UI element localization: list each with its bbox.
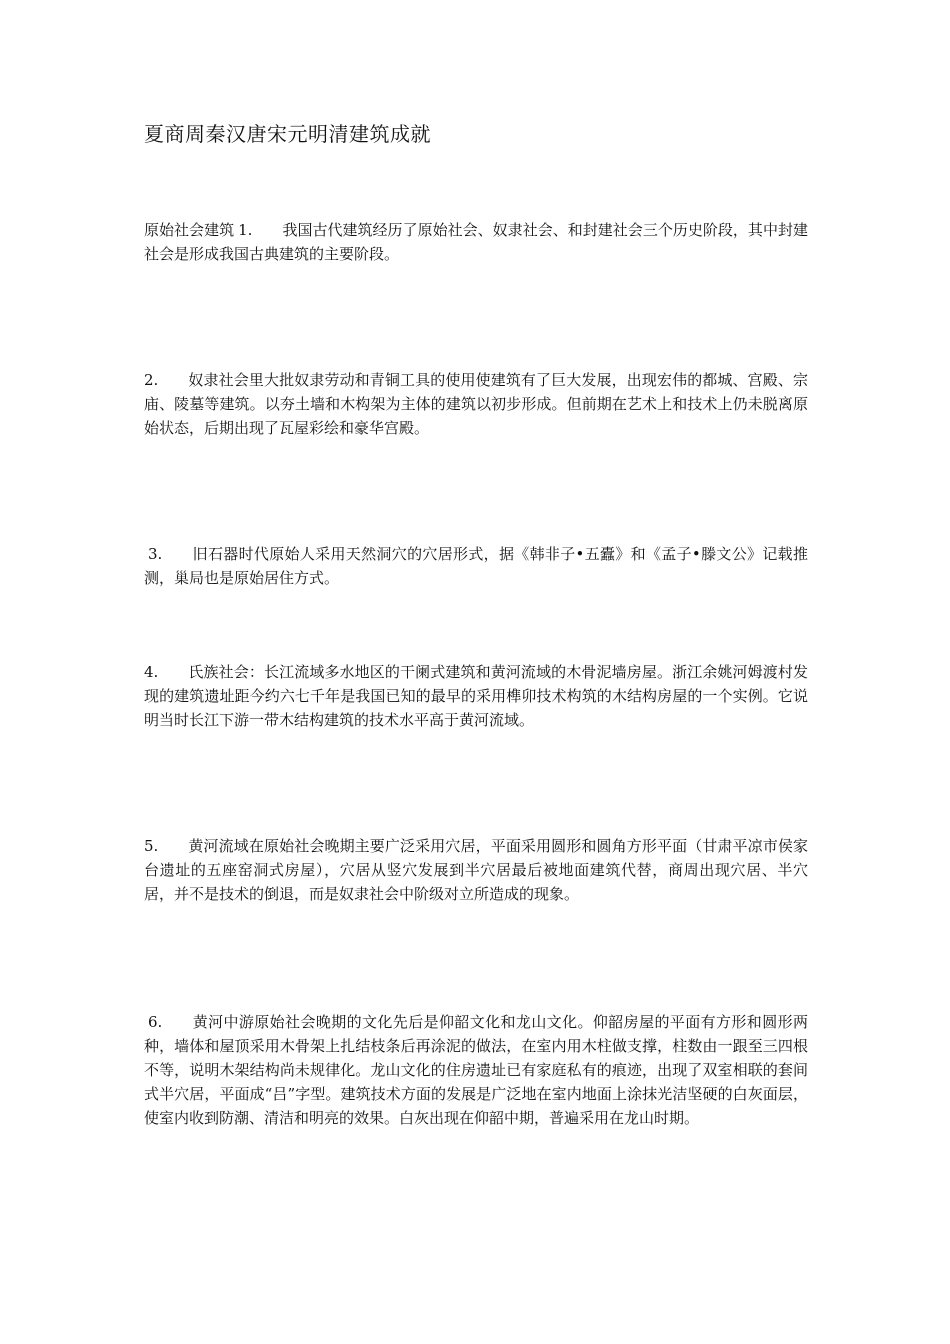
paragraph-number: 5. [144,837,159,855]
paragraph-text: 黄河流域在原始社会晚期主要广泛采用穴居，平面采用圆形和圆角方形平面（甘肃平凉市侯家台遗址的五座窑洞式房屋），穴居从竖穴发展到半穴居最后被地面建筑代替，商周出现穴居、半穴居，并不是技术的倒退，而是奴隶社会中阶级对立所造成的现象。 [144,837,808,903]
paragraph-3 [144,542,808,590]
paragraph-6 [144,1010,808,1130]
paragraph-number: 3. [148,545,163,563]
paragraph-number: 6. [148,1013,163,1031]
paragraph-number: 1. [238,221,253,239]
page-title: 夏商周秦汉唐宋元明清建筑成就 [144,122,431,146]
paragraph-text: 氏族社会：长江流域多水地区的干阑式建筑和黄河流域的木骨泥墙房屋。浙江余姚河姆渡村发现的建筑遗址距今约六七千年是我国已知的最早的采用榫卯技术构筑的木结构房屋的一个实例。它说明当时长江下游一带木结构建筑的技术水平高于黄河流域。 [144,663,808,729]
section-lead: 原始社会建筑 [144,221,235,239]
paragraph-text: 我国古代建筑经历了原始社会、奴隶社会、和封建社会三个历史阶段，其中封建社会是形成我国古典建筑的主要阶段。 [144,221,808,263]
paragraph-2 [144,368,808,440]
paragraph-5 [144,834,808,906]
paragraph-text: 旧石器时代原始人采用天然洞穴的穴居形式，据《韩非子•五蠹》和《孟子•滕文公》记载推测，巢局也是原始居住方式。 [144,545,808,587]
paragraph-4 [144,660,808,732]
paragraph-number: 4. [144,663,159,681]
paragraph-number: 2. [144,371,159,389]
paragraph-text: 黄河中游原始社会晚期的文化先后是仰韶文化和龙山文化。仰韶房屋的平面有方形和圆形两种，墙体和屋顶采用木骨架上扎结枝条后再涂泥的做法，在室内用木柱做支撑，柱数由一跟至三四根不等，说明木架结构尚未规律化。龙山文化的住房遗址已有家庭私有的痕迹，出现了双室相联的套间式半穴居，平面成“吕”字型。建筑技术方面的发展是广泛地在室内地面上涂抹光洁坚硬的白灰面层，使室内收到防潮、清洁和明亮的效果。白灰出现在仰韶中期，普遍采用在龙山时期。 [144,1013,808,1127]
paragraph-text: 奴隶社会里大批奴隶劳动和青铜工具的使用使建筑有了巨大发展，出现宏伟的都城、宫殿、宗庙、陵墓等建筑。以夯土墙和木构架为主体的建筑以初步形成。但前期在艺术上和技术上仍未脱离原始状态，后期出现了瓦屋彩绘和豪华宫殿。 [144,371,808,437]
paragraph-1 [144,218,808,266]
